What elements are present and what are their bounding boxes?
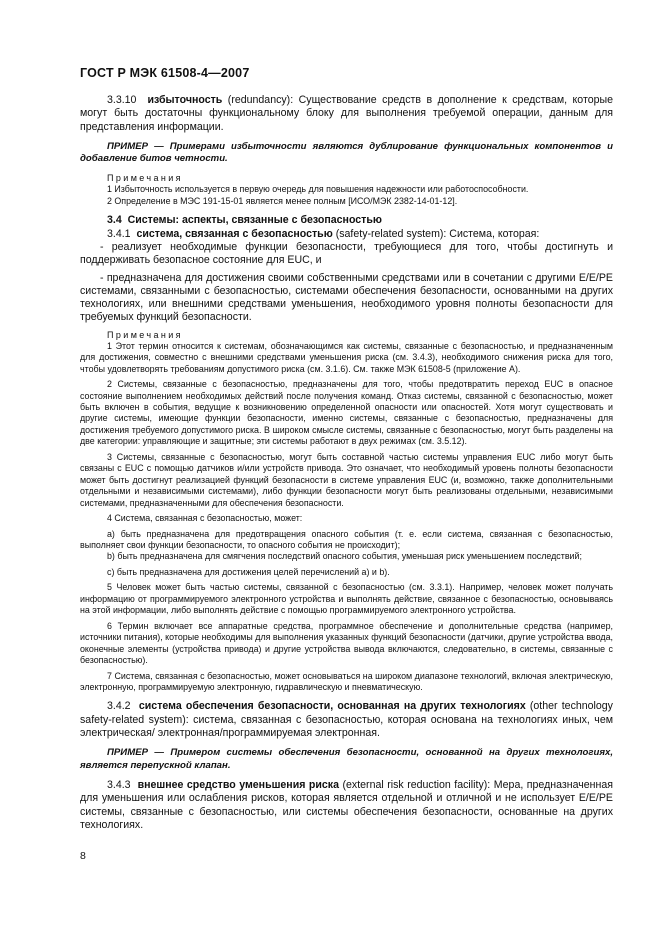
clause-text: (other technology safety-related system): система, связанная с безопасностью, которая основана на технологиях иных, чем электрическая/ электронная/программируемая электронная. — [80, 700, 613, 740]
clause-bullet: - реализует необходимые функции безопасности, требующиеся для того, чтобы достигнуть и поддерживать безопасное состояние для EUC, и — [80, 240, 613, 267]
clause-text: (redundancy): Существование средств в дополнение к средствам, которые могут быть достаточны функциональному блоку для выполнения требуемой операции, данным для представления информации. — [80, 94, 613, 133]
clause-term: система обеспечения безопасности, основанная на других технологиях — [138, 700, 526, 713]
clause-3-4-1 — [80, 228, 613, 241]
clause-number: 3.3.10 — [107, 94, 137, 106]
note-item: 1 Избыточность используется в первую очередь для повышения надежности или работоспособности. — [107, 184, 529, 195]
example-redundancy — [80, 141, 613, 166]
clause-term: избыточность — [147, 94, 223, 106]
clause-number: 3.4.3 — [107, 778, 131, 791]
note-item: 2 Определение в МЭС 191-15-01 является менее полным [ИСО/МЭК 2382-14-01-12]. — [107, 195, 458, 206]
clause-bullet: - предназначена для достижения своими собственными средствами или в сочетании с другими E/E/PE системами, связанными с безопасностью, системами обеспечения безопасности, основанными на других технологиях, или внешними средствами уменьшения, необходимого уровня полноты безопасности для требуемых функций безопасности. — [80, 271, 613, 324]
clause-3-4-3 — [80, 779, 613, 832]
note-item: 6 Термин включает все аппаратные средства, программное обеспечение и дополнительные средства (например, источники питания), которые необходимы для выполнения указанных функций безопасности (датчики, другие устройства ввода, оконечные элементы (устройства привода) и другие устройства вывода включаются, следовательно, в системы, связанные с безопасностью). — [80, 620, 613, 666]
clause-text: (safety-related system): Система, которая: — [332, 227, 540, 240]
example-label: ПРИМЕР — [107, 140, 148, 152]
clause-term: внешнее средство уменьшения риска — [137, 778, 339, 791]
page-number: 8 — [80, 850, 86, 862]
notes-heading: Примечания — [107, 173, 183, 184]
section-number: 3.4 — [107, 214, 122, 227]
note-item: 3 Системы, связанные с безопасностью, могут быть составной частью системы управления EUC либо могут быть связаны с EUC с помощью датчиков и/или устройств привода. Это означает, что необходимый уровень полноты безопасности может быть достигнут реализацией функций безопасности в системе управления EUC (и, возможно, также дополнительными отдельными и независимыми системами), либо функции безопасности могут быть реализованы отдельными, независимыми системами, предназначенными для обеспечения безопасности. — [80, 451, 613, 508]
clause-3-4-2 — [80, 700, 613, 740]
notes-heading: Примечания — [107, 329, 183, 340]
example-text: — Примером системы обеспечения безопасности, основанной на других технологиях, является перепускной клапан. — [80, 747, 613, 771]
example-relief-valve — [80, 747, 613, 772]
note-item: 2 Системы, связанные с безопасностью, предназначены для того, чтобы предотвратить переход EUC в опасное состояние выполнением необходимых действий после получения команд. Отказ системы, связанной с безопасностью, может быть включен в события, ведущие к возникновению определенной опасности или опасностей. Хотя могут существовать и другие системы, имеющие функции безопасности, именно системы, связанные с безопасностью, предназначены для достижения требуемого допустимого риска. В широком смысле системы, связанные с безопасностью, могут быть разделены на две категории: управляющие и защитные; эти системы работают в двух режимах (см. 3.5.12). — [80, 379, 613, 447]
note-item: 1 Этот термин относится к системам, обозначающимся как системы, связанные с безопасностью, и предназначенным для достижения, совместно с внешними средствами уменьшения риска (см. 3.4.3), необходимого снижения риска для того, чтобы удовлетворять требованиям допустимого риска (см. 3.1.6). См. также МЭК 61508-5 (приложение А). — [80, 340, 613, 374]
clause-number: 3.4.2 — [107, 700, 131, 713]
clause-text: (external risk reduction facility): Мера, предназначенная для уменьшения или ослабления рисков, которая является отдельной и отличной и не использует E/E/PE системы, связанные с безопасностью, или системы обеспечения безопасности, основанные на других технологиях. — [80, 778, 613, 831]
clause-3-3-10 — [80, 94, 613, 134]
example-label: ПРИМЕР — [107, 747, 148, 759]
example-text: — Примерами избыточности являются дублирование функциональных компонентов и добавление битов четности. — [80, 140, 613, 165]
note-item: 4 Система, связанная с безопасностью, может: — [107, 513, 303, 524]
document-body — [80, 94, 613, 832]
note-subitem: с) быть предназначена для достижения целей перечислений а) и b). — [107, 566, 390, 577]
clause-term: система, связанная с безопасностью — [136, 227, 333, 240]
clause-number: 3.4.1 — [107, 227, 131, 240]
note-subitem: b) быть предназначена для смягчения последствий опасного события, уменьшая риск уменьшением последствий; — [107, 551, 582, 562]
note-item: 7 Система, связанная с безопасностью, может основываться на широком диапазоне технологий, включая электрическую, электронную, программируемую электронную, гидравлическую и пневматическую. — [80, 670, 613, 692]
note-subitem: а) быть предназначена для предотвращения опасного события (т. е. если система, связанная с безопасностью, выполняет свои функции безопасности, то опасного события не происходит); — [80, 528, 613, 551]
section-3-4-heading — [80, 214, 613, 227]
section-title: Системы: аспекты, связанные с безопасностью — [127, 214, 382, 227]
note-item: 5 Человек может быть частью системы, связанной с безопасностью (см. 3.3.1). Например, человек может получать информацию от программируемого электронного устройства и выполнять действие, связанное с безопасностью, основываясь на этой информации, либо выполнять действие с помощью программируемого электронного устройства. — [80, 582, 613, 616]
document-header: ГОСТ Р МЭК 61508-4—2007 — [80, 66, 250, 80]
